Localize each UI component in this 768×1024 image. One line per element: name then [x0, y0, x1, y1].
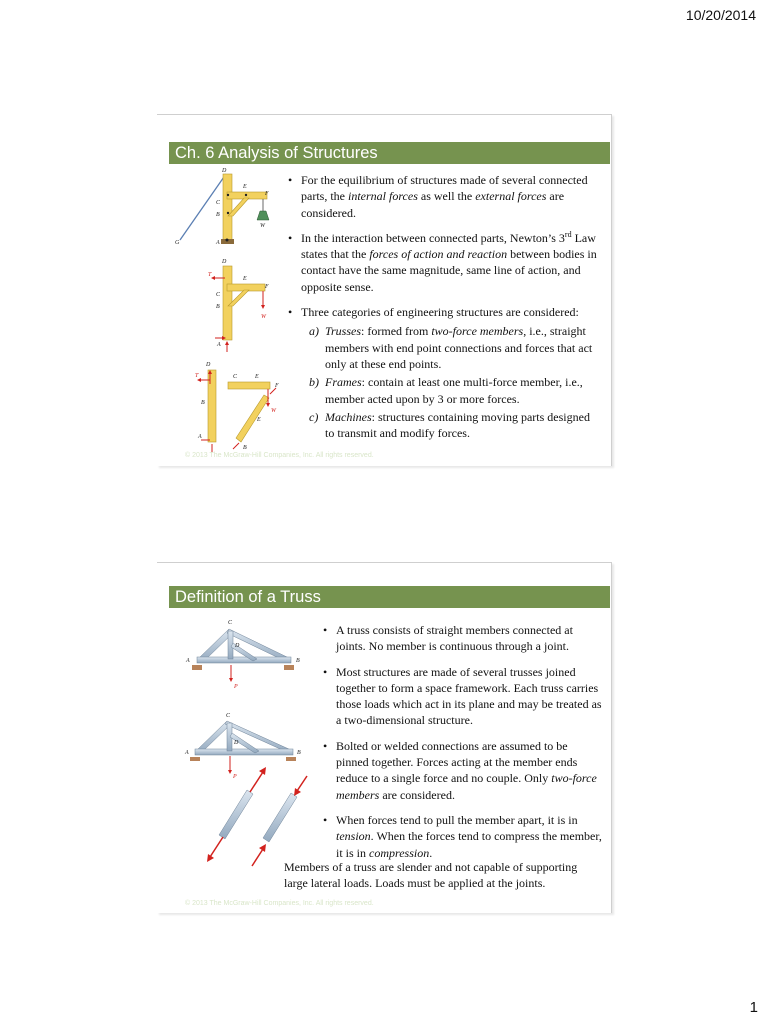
svg-text:W: W: [271, 408, 276, 414]
truss-figure: [177, 613, 327, 881]
label-F: F: [265, 191, 269, 197]
slide-definition-of-truss: [157, 562, 612, 913]
bullet-newtons-third-law: • In the interaction between connected parts, Newton’s 3rd Law states that the forces of action and reaction between bodies in contact have the same magnitude, same line of action, and opposite sense.: [288, 230, 600, 295]
truss1-label-B: B: [296, 658, 300, 664]
copyright-notice: © 2013 The McGraw-Hill Companies, Inc. All rights reserved.: [185, 900, 374, 907]
truss1-label-D: D: [235, 643, 240, 649]
svg-text:F: F: [275, 383, 279, 389]
slide-title: Ch. 6 Analysis of Structures: [169, 142, 610, 164]
svg-text:B: B: [216, 304, 220, 310]
svg-text:A: A: [217, 342, 221, 348]
svg-text:B: B: [201, 400, 205, 406]
slide1-bullets: [288, 172, 600, 450]
svg-text:C: C: [216, 292, 221, 298]
svg-text:B: B: [243, 445, 247, 451]
svg-text:E: E: [243, 276, 247, 282]
truss1-label-C: C: [228, 620, 233, 626]
bullet-truss-definition: • A truss consists of straight members connected at joints. No member is continuous through a joint.: [323, 622, 603, 655]
label-G: G: [175, 240, 180, 246]
truss1-label-P: P: [234, 684, 238, 690]
label-D: D: [222, 168, 227, 174]
slide-title: Definition of a Truss: [169, 586, 610, 608]
svg-text:B: B: [297, 750, 301, 756]
svg-text:D: D: [234, 740, 239, 746]
bullet-structure-categories: • Three categories of engineering structures are considered: a) Trusses: formed from two-force members, i.e., straight members with end point connections and forces that act only at these end points. b) Frames: contain at least one multi-force member, i.e., member acted upon by 3 or more forces. c) Machines: structures containing moving parts designed to transmit and modify forces.: [288, 304, 600, 441]
label-A: A: [216, 240, 220, 246]
svg-text:T: T: [208, 272, 212, 278]
bullet-pinned-connections: • Bolted or welded connections are assumed to be pinned together. Forces acting at the member ends reduce to a single force and no couple. Only two-force members are considered.: [323, 738, 603, 803]
svg-text:W: W: [261, 314, 266, 320]
truss-lateral-load-note: Members of a truss are slender and not capable of supporting large lateral loads. Loads must be applied at the joints.: [284, 860, 578, 891]
category-frames: b) Frames: contain at least one multi-force member, i.e., member acted upon by 3 or more forces.: [309, 375, 583, 406]
svg-text:A: A: [198, 434, 202, 440]
svg-text:C: C: [226, 713, 231, 719]
svg-text:D: D: [222, 259, 227, 265]
slide2-bullets: [323, 622, 603, 870]
svg-text:E: E: [255, 374, 259, 380]
bullet-internal-external-forces: • For the equilibrium of structures made of several connected parts, the internal forces as well the external forces are considered.: [288, 172, 600, 221]
category-machines: c) Machines: structures containing moving parts designed to transmit and modify forces.: [309, 409, 590, 441]
slide-analysis-of-structures: [157, 114, 612, 466]
bullet-space-framework: • Most structures are made of several trusses joined together to form a space framework. Each truss carries those loads which act in its plane and may be treated as a two-dimensional structure.: [323, 664, 603, 729]
category-list: [301, 323, 600, 441]
label-B: B: [216, 212, 220, 218]
copyright-notice: © 2013 The McGraw-Hill Companies, Inc. All rights reserved.: [185, 452, 374, 459]
svg-text:A: A: [185, 750, 189, 756]
svg-text:E: E: [257, 417, 261, 423]
svg-text:F: F: [265, 284, 269, 290]
svg-text:T: T: [195, 373, 199, 379]
label-E: E: [243, 184, 247, 190]
svg-text:C: C: [233, 374, 238, 380]
frame-figure: [173, 166, 295, 456]
label-W: W: [260, 223, 265, 229]
svg-text:P: P: [233, 774, 237, 780]
truss1-label-A: A: [186, 658, 190, 664]
header-date: 10/20/2014: [685, 7, 756, 23]
category-trusses: a) Trusses: formed from two-force members, i.e., straight members with end point connections and forces that act only at these end points.: [309, 324, 593, 371]
page-number: 1: [749, 999, 758, 1016]
bullet-tension-compression: • When forces tend to pull the member apart, it is in tension. When the forces tend to compress the member, it is in compression.: [323, 812, 603, 861]
svg-text:D: D: [206, 362, 211, 368]
label-C: C: [216, 200, 221, 206]
